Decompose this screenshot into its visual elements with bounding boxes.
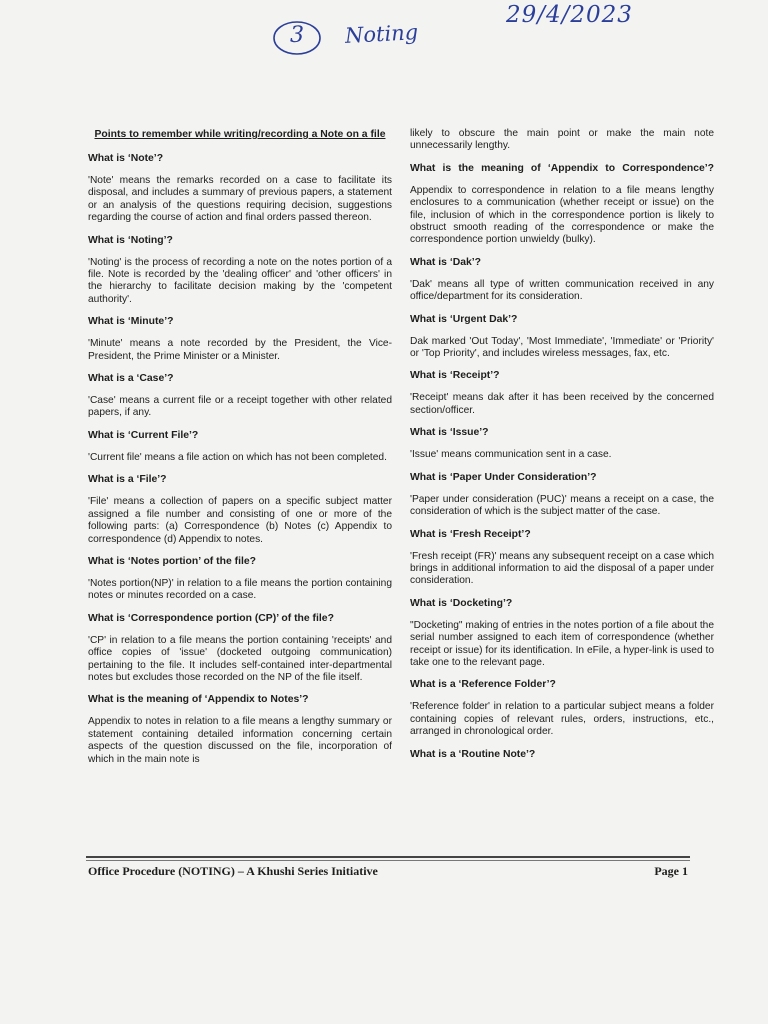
question-heading: What is a ‘Case’? — [88, 373, 174, 385]
handwritten-title: Noting — [344, 20, 419, 48]
answer-paragraph: 'Reference folder' in relation to a particular subject means a folder containing copies of relevant rules, orders, instructions, etc., arranged in chronological order. — [410, 701, 714, 738]
footer-rule-thick — [86, 856, 690, 858]
answer-paragraph: Appendix to correspondence in relation to a file means lengthy enclosures to a communication (whether receipt or issue) on the file, inclusion of which in the correspondence portion is likely to obstruct smooth reading of the correspondence or make the correspondence portion unwieldy (bulky). — [410, 184, 714, 246]
question-heading: What is ‘Urgent Dak’? — [410, 313, 518, 325]
question-heading: What is ‘Docketing’? — [410, 597, 513, 609]
qa-section-note — [88, 152, 392, 225]
answer-paragraph: 'Case' means a current file or a receipt together with other related papers, if any. — [88, 395, 392, 419]
qa-section-dak — [410, 256, 714, 304]
qa-section-puc — [410, 471, 714, 519]
right-column — [410, 128, 714, 771]
question-heading: What is ‘Noting’? — [88, 234, 173, 246]
circled-number-text: 3 — [290, 23, 304, 48]
question-heading: What is a ‘Routine Note’? — [410, 748, 536, 760]
qa-section-appendix-to-notes — [88, 693, 392, 766]
answer-paragraph: 'Minute' means a note recorded by the President, the Vice-President, the Prime Minister or a Minister. — [88, 338, 392, 362]
answer-paragraph: 'Issue' means communication sent in a case. — [410, 449, 612, 461]
answer-paragraph: 'Dak' means all type of written communication received in any office/department for its consideration. — [410, 278, 714, 303]
qa-section-urgent-dak — [410, 313, 714, 361]
qa-section-case — [88, 372, 392, 420]
document-title: Points to remember while writing/recording a Note on a file — [94, 129, 386, 140]
qa-section-correspondence-portion — [88, 612, 392, 685]
answer-paragraph: 'Noting' is the process of recording a note on the notes portion of a file. Note is recorded by the 'dealing officer' and 'other officers' in the hierarchy to facilitate decision making by the 'competent authority'. — [88, 256, 392, 305]
answer-paragraph: 'Note' means the remarks recorded on a case to facilitate its disposal, and includes a summary of previous papers, a statement or an analysis of the questions requiring decision, suggestions regarding the course of action and final orders passed thereon. — [88, 175, 392, 224]
handwritten-date: 29/4/2023 — [506, 2, 633, 28]
question-heading: What is ‘Issue’? — [410, 427, 489, 439]
answer-paragraph: "Docketing" making of entries in the notes portion of a file about the serial number assigned to each item of correspondence (whether receipt or issue) for its identification. In eFile, a hyper-link is used to take one to the relevant page. — [410, 619, 714, 668]
qa-section-current-file — [88, 429, 392, 464]
question-heading: What is ‘Fresh Receipt’? — [410, 528, 531, 540]
question-heading: What is the meaning of ‘Appendix to Notes’? — [88, 694, 309, 706]
answer-paragraph: 'Fresh receipt (FR)' means any subsequent receipt on a case which brings in additional information to aid the disposal of a paper under consideration. — [410, 550, 714, 587]
footer-series-title: Office Procedure (NOTING) – A Khushi Series Initiative — [88, 864, 378, 878]
footer-page-number: Page 1 — [654, 864, 688, 878]
question-heading: What is ‘Note’? — [88, 153, 164, 164]
question-heading: What is a ‘File’? — [88, 474, 167, 486]
answer-paragraph: Dak marked 'Out Today', 'Most Immediate', 'Immediate' or 'Priority' or 'Top Priority', and includes wireless messages, fax, etc. — [410, 335, 714, 360]
answer-paragraph: 'File' means a collection of papers on a specific subject matter assigned a file number and consisting of one or more of the following parts: (a) Correspondence (b) Notes (c) Appendix to correspondence (d) Appendix to notes. — [88, 496, 392, 545]
qa-section-docketing — [410, 597, 714, 670]
qa-section-fresh-receipt — [410, 528, 714, 588]
footer-rule-thin — [86, 860, 690, 861]
answer-paragraph: 'Current file' means a file action on which has not been completed. — [88, 451, 387, 463]
question-heading: What is a ‘Reference Folder’? — [410, 679, 556, 691]
answer-paragraph: 'CP' in relation to a file means the portion containing 'receipts' and office copies of 'issue' (docketed outgoing communication) pertaining to the file. It includes self-contained inter-departmental notes but excludes those recorded on the NP of the file itself. — [88, 634, 392, 683]
qa-section-noting — [88, 234, 392, 307]
qa-section-appendix-to-correspondence — [410, 162, 714, 247]
qa-section-routine-note — [410, 748, 714, 761]
question-heading: What is ‘Current File’? — [88, 429, 199, 441]
handwritten-circled-number — [272, 20, 322, 56]
left-column — [88, 128, 392, 775]
question-heading: What is ‘Paper Under Consideration’? — [410, 471, 597, 483]
qa-section-notes-portion — [88, 555, 392, 603]
qa-section-file — [88, 473, 392, 546]
qa-section-reference-folder — [410, 678, 714, 738]
question-heading: What is ‘Correspondence portion (CP)’ of the file? — [88, 612, 334, 624]
continued-paragraph: likely to obscure the main point or make the main note unnecessarily lengthy. — [410, 128, 714, 152]
question-heading: What is ‘Receipt’? — [410, 370, 500, 382]
question-heading: What is the meaning of ‘Appendix to Correspondence’? — [410, 162, 714, 174]
qa-section-receipt — [410, 369, 714, 417]
qa-section-issue — [410, 426, 714, 461]
question-heading: What is ‘Dak’? — [410, 256, 482, 268]
answer-paragraph: 'Paper under consideration (PUC)' means a receipt on a case, the consideration of which is the subject matter of the case. — [410, 493, 714, 518]
answer-paragraph: 'Receipt' means dak after it has been received by the concerned section/officer. — [410, 392, 714, 416]
question-heading: What is ‘Minute’? — [88, 316, 174, 328]
qa-section-minute — [88, 315, 392, 363]
answer-paragraph: 'Notes portion(NP)' in relation to a file means the portion containing notes or minutes recorded on a case. — [88, 577, 392, 602]
question-heading: What is ‘Notes portion’ of the file? — [88, 555, 256, 567]
answer-paragraph: Appendix to notes in relation to a file means a lengthy summary or statement containing detailed information concerning certain aspects of the question discussed on the file, incorporation of which in the main note is — [88, 716, 392, 765]
